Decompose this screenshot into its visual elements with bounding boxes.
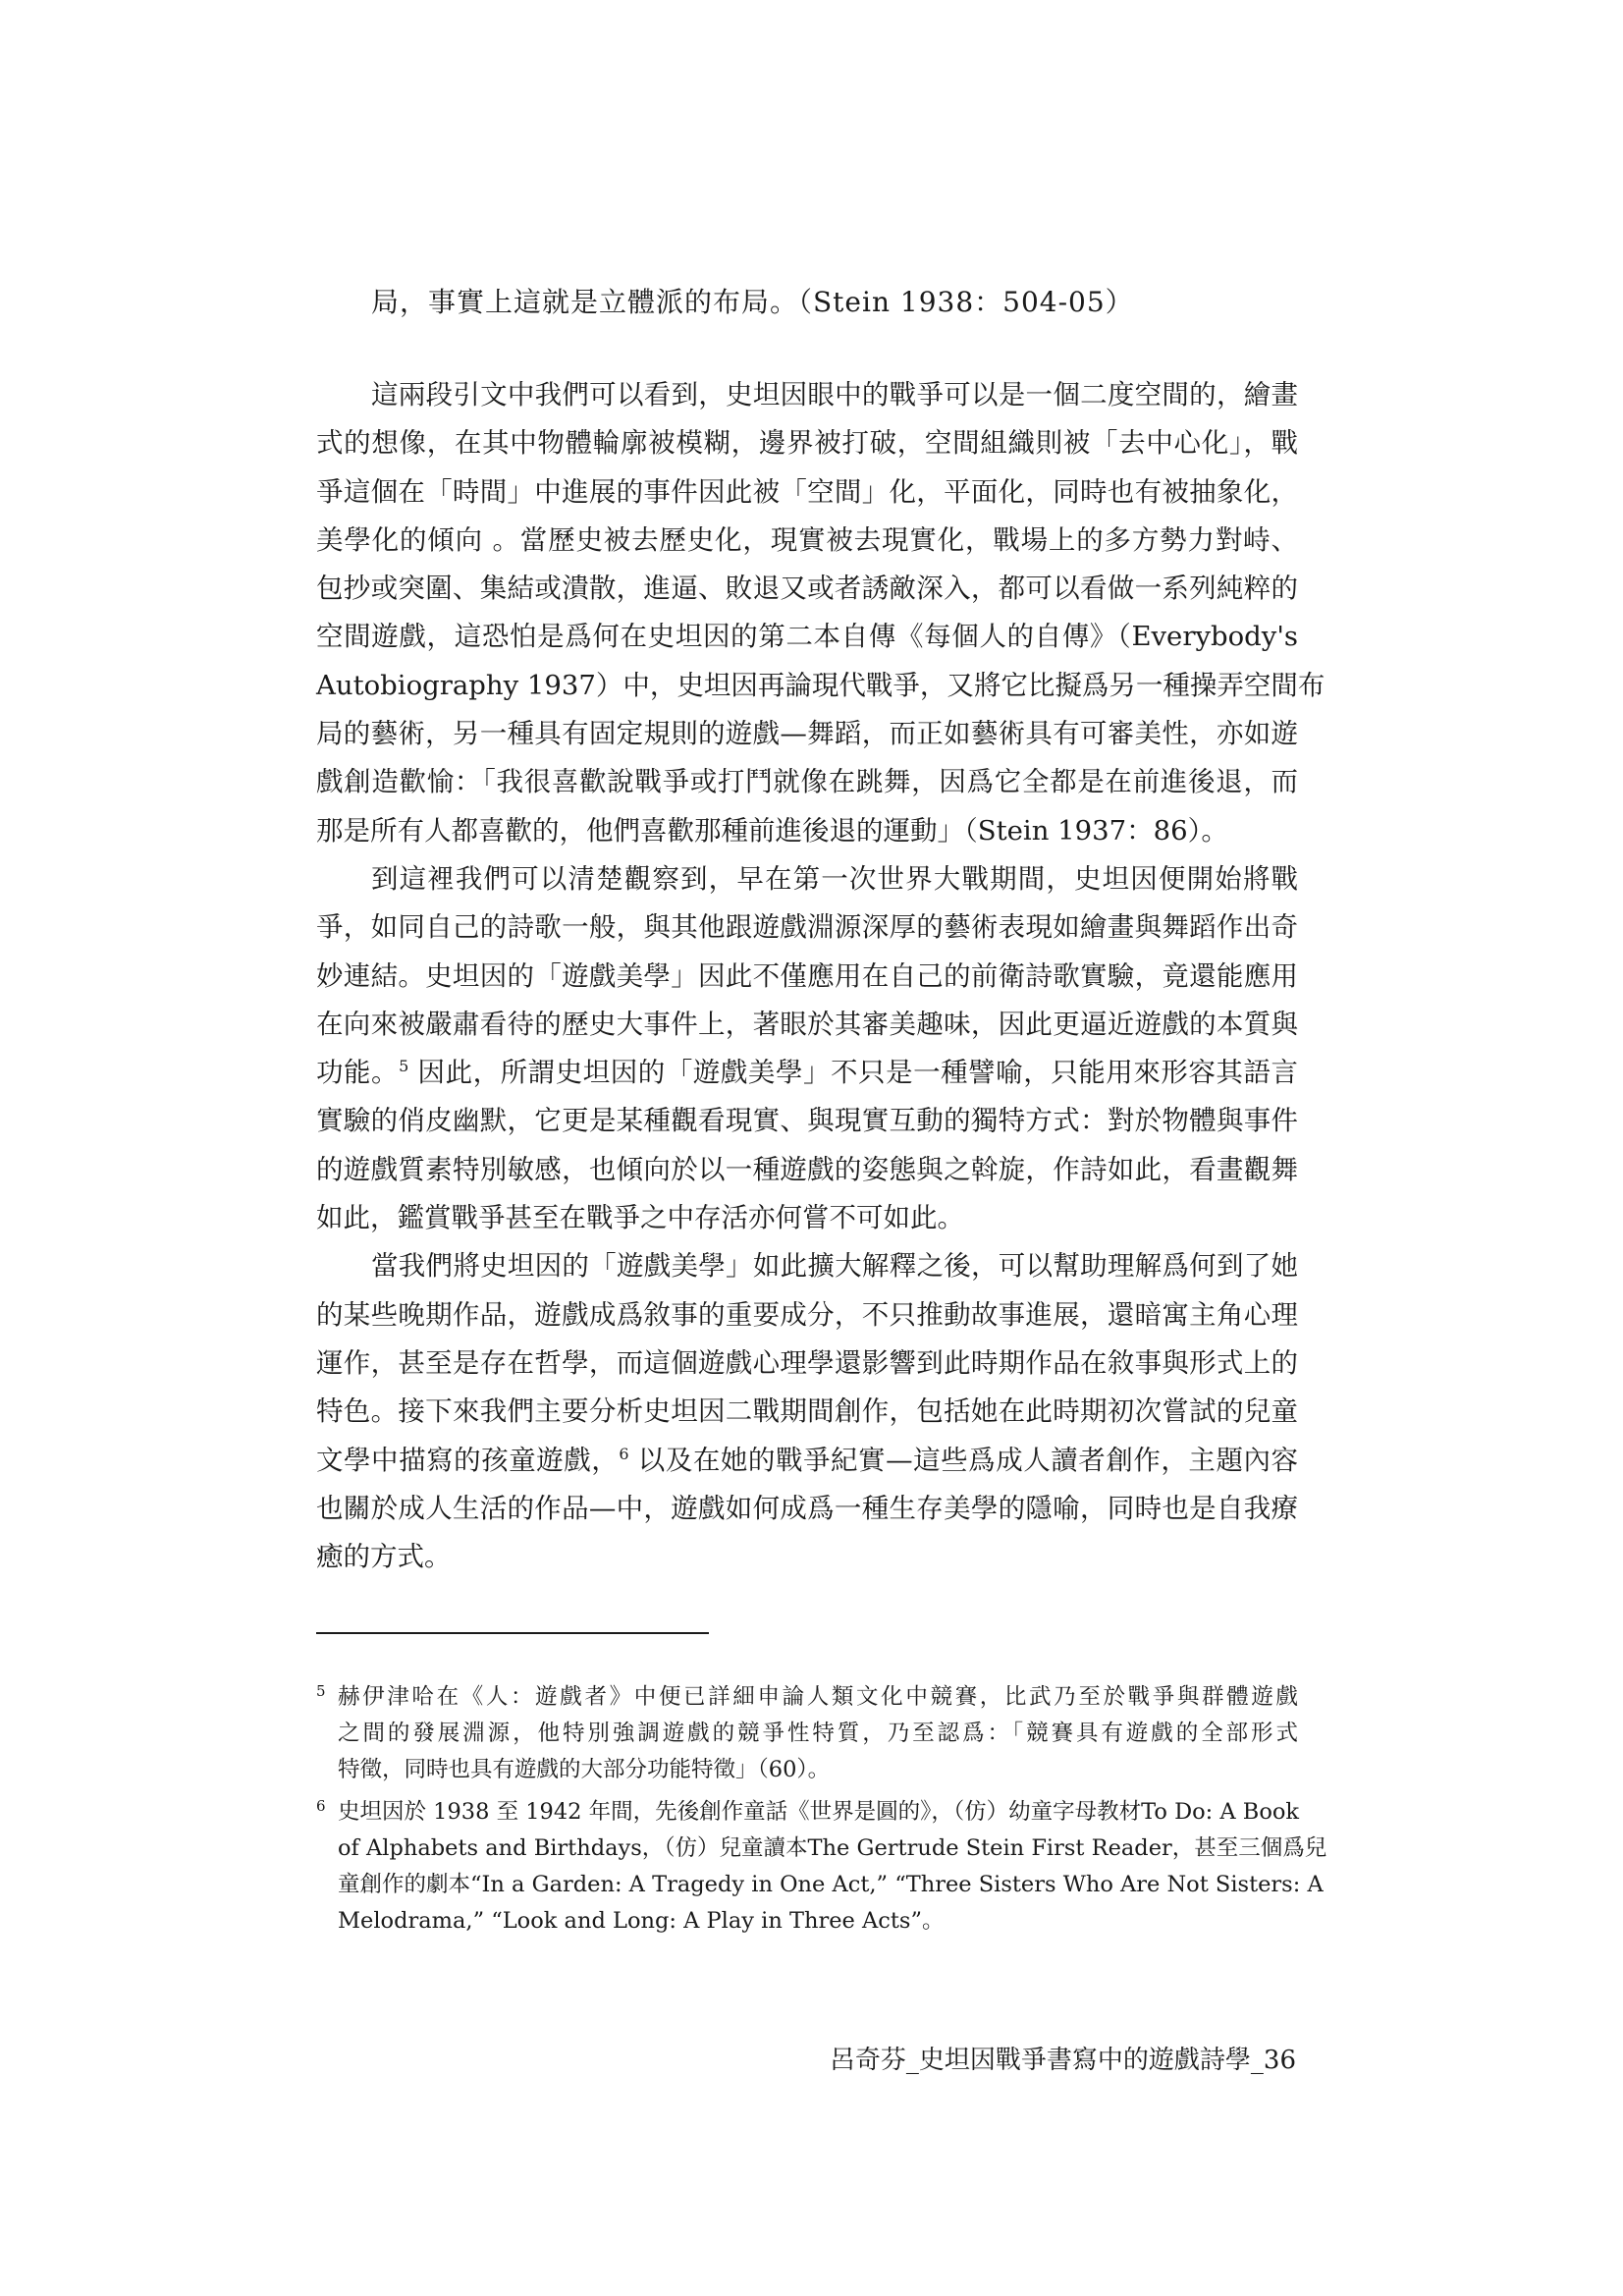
text-segment: 以及在她的戰爭紀實—這些爲成人讀者創作，主題內容: [628, 1444, 1298, 1476]
text-line: 那是所有人都喜歡的，他們喜歡那種前進後退的運動」（Stein 1937：86）。: [316, 814, 1228, 847]
footnote-number: 6: [316, 1797, 326, 1815]
text-line: 爭這個在「時間」中進展的事件因此被「空間」化，平面化，同時也有被抽象化，: [316, 475, 1298, 508]
text-line: 到這裡我們可以清楚觀察到，早在第一次世界大戰期間，史坦因便開始將戰: [371, 862, 1298, 895]
body-text: [316, 371, 1325, 1581]
footnote-line: Melodrama,” “Look and Long: A Play in Three Acts”。: [338, 1908, 945, 1934]
text-line: 包抄或突圍、集結或潰散，進逼、敗退又或者誘敵深入，都可以看做一系列純粹的: [316, 573, 1298, 605]
text-line: 當我們將史坦因的「遊戲美學」如此擴大解釋之後，可以幫助理解爲何到了她: [371, 1250, 1298, 1283]
page-footer: 呂奇芬_史坦因戰爭書寫中的遊戲詩學_36: [829, 2046, 1296, 2075]
footnote-marker[interactable]: 5: [399, 1057, 409, 1075]
footnote-6: [316, 1794, 1327, 1940]
block-quote-tail: 局，事實上這就是立體派的布局。（Stein 1938：504-05）: [371, 286, 1134, 318]
footnote-line: 赫伊津哈在《人：遊戲者》中便已詳細申論人類文化中競賽，比武乃至於戰爭與群體遊戲: [338, 1684, 1298, 1710]
text-line: 如此，鑑賞戰爭甚至在戰爭之中存活亦何嘗不可如此。: [316, 1202, 964, 1234]
text-line-with-footnote: [316, 1437, 1298, 1485]
footnote-marker[interactable]: 6: [619, 1444, 629, 1463]
text-segment: 功能。: [316, 1057, 400, 1089]
footnote-line: 史坦因於 1938 至 1942 年間，先後創作童話《世界是圓的》，（仿）幼童字母教材To Do: A Book: [338, 1799, 1300, 1825]
text-line: 局的藝術，另一種具有固定規則的遊戲—舞蹈，而正如藝術具有可審美性，亦如遊: [316, 718, 1298, 750]
footnotes: [316, 1679, 1327, 1945]
footnote-separator: [316, 1632, 709, 1634]
text-line: 實驗的俏皮幽默，它更是某種觀看現實、與現實互動的獨特方式：對於物體與事件: [316, 1105, 1298, 1137]
text-line: 癒的方式。: [316, 1541, 452, 1573]
text-line: 特色。接下來我們主要分析史坦因二戰期間創作，包括她在此時期初次嘗試的兒童: [316, 1395, 1298, 1428]
footnote-line: of Alphabets and Birthdays，（仿）兒童讀本The Gertrude Stein First Reader，甚至三個爲兒: [338, 1835, 1327, 1861]
footnote-line: 童創作的劇本“In a Garden: A Tragedy in One Act,” “Three Sisters Who Are Not Sisters: A: [338, 1872, 1324, 1897]
text-line: Autobiography 1937）中，史坦因再論現代戰爭，又將它比擬爲另一種操弄空間布: [316, 669, 1325, 701]
paragraph: [316, 855, 1298, 1242]
text-line: 式的想像，在其中物體輪廓被模糊，邊界被打破，空間組織則被「去中心化」，戰: [316, 427, 1298, 460]
text-line: 的某些晚期作品，遊戲成爲敘事的重要成分，不只推動故事進展，還暗寓主角心理: [316, 1298, 1298, 1331]
text-line: 妙連結。史坦因的「遊戲美學」因此不僅應用在自己的前衛詩歌實驗，竟還能應用: [316, 959, 1298, 992]
footnote-5: [316, 1679, 1298, 1788]
footnote-line: 特徵，同時也具有遊戲的大部分功能特徵」（60）。: [338, 1757, 831, 1782]
text-line: 這兩段引文中我們可以看到，史坦因眼中的戰爭可以是一個二度空間的，繪畫: [371, 379, 1298, 410]
text-line: 的遊戲質素特別敏感，也傾向於以一種遊戲的姿態與之斡旋，作詩如此，看畫觀舞: [316, 1153, 1298, 1185]
paragraph: [316, 1242, 1298, 1581]
text-segment: 文學中描寫的孩童遊戲，: [316, 1444, 620, 1476]
paragraph: [316, 371, 1325, 855]
text-line-with-footnote: [316, 1049, 1298, 1097]
text-line: 美學化的傾向 。當歷史被去歷史化，現實被去現實化，戰場上的多方勢力對峙、: [316, 523, 1298, 556]
text-line: 運作，甚至是存在哲學，而這個遊戲心理學還影響到此時期作品在敘事與形式上的: [316, 1346, 1298, 1379]
text-line: 空間遊戲，這恐怕是爲何在史坦因的第二本自傳《每個人的自傳》（Everybody's: [316, 621, 1298, 653]
text-line: 在向來被嚴肅看待的歷史大事件上，著眼於其審美趣味，因此更逼近遊戲的本質與: [316, 1008, 1298, 1040]
footnote-line: 之間的發展淵源，他特別強調遊戲的競爭性特質，乃至認爲：「競賽具有遊戲的全部形式: [338, 1721, 1298, 1746]
text-line: 爭，如同自己的詩歌一般，與其他跟遊戲淵源深厚的藝術表現如繪畫與舞蹈作出奇: [316, 911, 1298, 944]
text-line: 戲創造歡愉：「我很喜歡說戰爭或打鬥就像在跳舞，因爲它全都是在前進後退，而: [316, 766, 1298, 798]
text-segment: 因此，所謂史坦因的「遊戲美學」不只是一種譬喻，只能用來形容其語言: [408, 1057, 1298, 1089]
footnote-number: 5: [316, 1682, 326, 1700]
text-line: 也關於成人生活的作品—中，遊戲如何成爲一種生存美學的隱喻，同時也是自我療: [316, 1492, 1298, 1524]
